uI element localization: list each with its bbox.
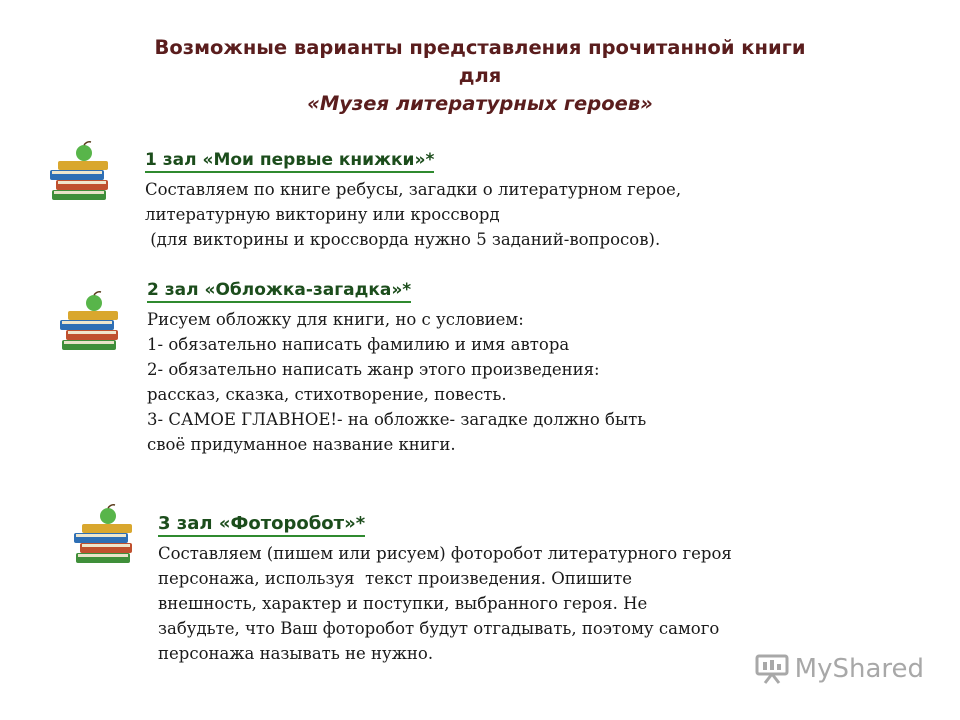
presentation-board-icon [755,654,789,684]
hall-description: Составляем по книге ребусы, загадки о литературном герое, литературную викторину или кроссворд (для викторины и кроссворда нужно 5 заданий-вопросов). [145,180,682,249]
page-title: Возможные варианты представления прочитанной книги для «Музея литературных героев» [154,36,806,115]
books-apple-icon [58,290,128,354]
hall-heading: 1 зал «Мои первые книжки»* [145,150,434,173]
hall-heading: 3 зал «Фоторобот»* [158,514,365,537]
watermark-text: MyShared [794,654,924,684]
hall-description: Рисуем обложку для книги, но с условием: 1- обязательно написать фамилию и имя автора 2- обязательно написать жанр этого произведения: рассказ, сказка, стихотворение, повесть. 3- САМОЕ ГЛАВНОЕ!- на обложке- загадке должно быть своё придуманное название книги. [147,310,647,454]
books-apple-icon [48,140,118,204]
hall-3 [158,514,732,666]
hall-description: Составляем (пишем или рисуем) фоторобот литературного героя персонажа, используя текст произведения. Опишите внешность, характер и поступки, выбранного героя. Не забудьте, что Ваш фоторобот будут отгадывать, поэтому самого персонажа называть не нужно. [158,544,732,663]
watermark [755,654,924,684]
hall-1 [145,150,681,252]
hall-2 [147,280,646,457]
books-apple-icon [72,503,142,567]
hall-heading: 2 зал «Обложка-загадка»* [147,280,411,303]
